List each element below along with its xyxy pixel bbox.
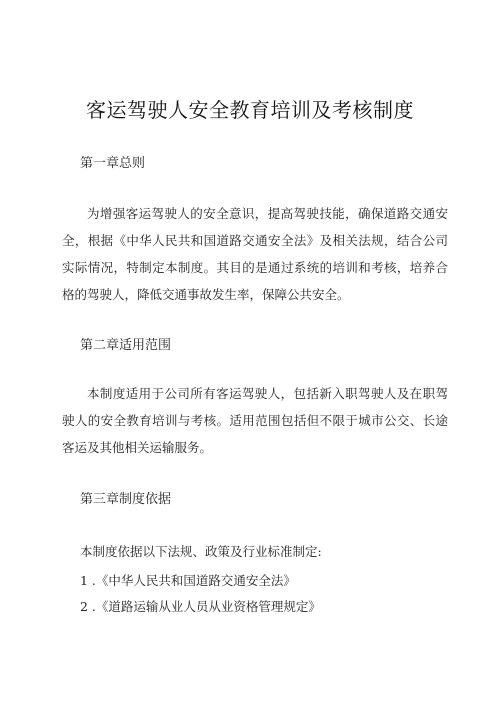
list-item: 1 .《中华人民共和国道路交通安全法》 <box>80 573 296 588</box>
section-intro-basis: 本制度依据以下法规、政策及行业标准制定: <box>80 544 322 559</box>
section-heading-basis: 第三章制度依据 <box>80 492 172 507</box>
document-title: 客运驾驶人安全教育培训及考核制度 <box>86 98 414 122</box>
section-heading-scope: 第二章适用范围 <box>80 338 172 353</box>
section-paragraph-general: 为增强客运驾驶人的安全意识，提高驾驶技能，确保道路交通安全，根据《中华人民共和国道路交通安全法》及相关法规，结合公司实际情况，特制定本制度。其目的是通过系统的培训和考核，培养合格的驾驶人，降低交通事故发生率，保障公共安全。 <box>62 206 448 302</box>
section-paragraph-scope: 本制度适用于公司所有客运驾驶人，包括新入职驾驶人及在职驾驶人的安全教育培训与考核。适用范围包括但不限于城市公交、长途客运及其他相关运输服务。 <box>62 386 448 455</box>
list-item: 2 .《道路运输从业人员从业资格管理规定》 <box>80 599 321 614</box>
section-heading-general: 第一章总则 <box>80 156 146 171</box>
